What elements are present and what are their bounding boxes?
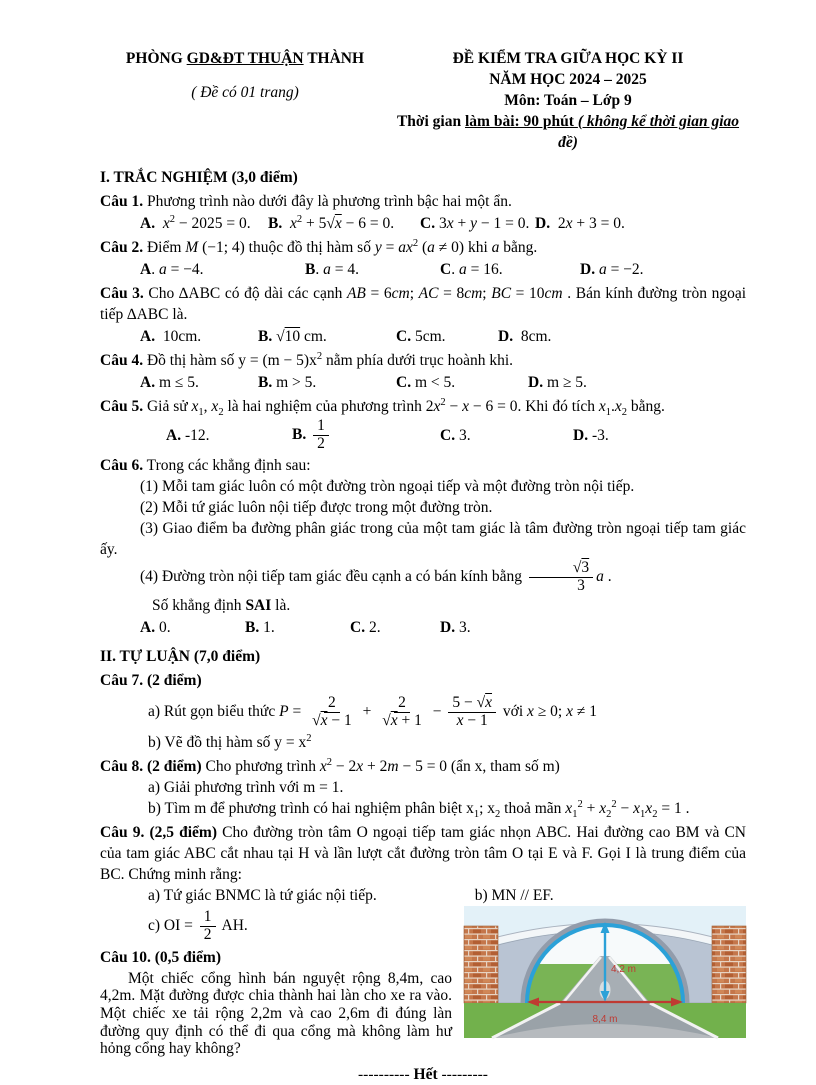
header-right — [390, 48, 746, 153]
right-brick-wall — [712, 926, 746, 1003]
gate-figure — [464, 906, 746, 1057]
question-7-part-b: b) Vẽ đồ thị hàm số $y = x^2$ — [148, 733, 312, 752]
question-5-option-c: C. 3. — [440, 426, 471, 444]
question-6-option-a: A. 0. — [140, 618, 171, 636]
question-5-option-a: A. -12. — [166, 426, 210, 444]
question-6-option-b: B. 1. — [245, 618, 275, 636]
question-4-option-a: A. m ≤ 5. — [140, 374, 199, 391]
question-9-part-a: a) Tứ giác BNMC là tứ giác nội tiếp. — [148, 887, 377, 905]
question-5-option-b: B. $\frac{1}{2}$ — [292, 418, 440, 452]
left-brick-wall — [464, 926, 498, 1003]
question-9-parts-ab — [148, 885, 746, 906]
question-5-option-d: D. -3. — [573, 426, 609, 444]
question-6-option-d: D. 3. — [440, 618, 471, 636]
question-4-stem: Câu 4. Đồ thị hàm số $y = (m - 5)x^2$ nằm phía dưới trục hoành khi. — [100, 350, 514, 369]
question-10-region — [100, 906, 746, 1057]
question-1-option-c: C. 3x + y − 1 = 0. — [420, 215, 530, 232]
question-3-option-a: A. 10cm. — [140, 328, 202, 345]
org-name: PHÒNG GD&ĐT THUẬN THÀNH — [125, 50, 365, 67]
question-2-option-a: A. a = −4. — [140, 261, 204, 278]
question-6-option-c: C. 2. — [350, 618, 381, 636]
question-1-options — [140, 213, 746, 234]
question-3-options — [140, 326, 746, 347]
exam-title: ĐỀ KIỂM TRA GIỮA HỌC KỲ II — [452, 50, 684, 67]
question-4-option-c: C. m < 5. — [396, 374, 456, 391]
question-5-stem: Câu 5. Giả sử $x_1$, $x_2$ là hai nghiệm của phương trình $2x^2 - x - 6 = 0$. Khi đó tích $x_1.x_2$ bằng. — [100, 396, 665, 419]
question-3-option-b: B. √10 cm. — [258, 328, 327, 345]
school-year: NĂM HỌC 2024 – 2025 — [489, 71, 647, 88]
question-8-part-b: b) Tìm m để phương trình có hai nghiệm phân biệt $x_1$; $x_2$ thoả mãn $x_1^2 + x_2^2 - x_1x_2 = 1$ . — [148, 799, 690, 821]
question-10-text-column — [100, 906, 452, 1057]
question-6-statement-1: (1) Mỗi tam giác luôn có một đường tròn ngoại tiếp và một đường tròn nội tiếp. — [140, 478, 635, 496]
question-9-part-c: c) OI = $\frac{1}{2}$ AH. — [148, 908, 248, 944]
question-4-option-d: D. m ≥ 5. — [528, 374, 587, 391]
question-10-head: Câu 10. (0,5 điểm) — [100, 948, 221, 966]
question-8-head: Câu 8. (2 điểm) Cho phương trình $x^2 - 2x + 2m - 5 = 0$ (ẩn x, tham số m) — [100, 757, 560, 776]
question-3-option-c: C. 5cm. — [396, 328, 446, 345]
question-7-part-a: a) Rút gọn biểu thức P = $\frac{2}{√x - 1}$ + $\frac{2}{√x + 1}$ − $\frac{5 - √x}{x - 1}$ với x ≥ 0; x ≠ 1 — [148, 693, 598, 729]
end-marker: ---------- Hết --------- — [358, 1065, 488, 1083]
question-2-options — [140, 259, 746, 280]
question-9-head: Câu 9. (2,5 điểm) Cho đường tròn tâm O ngoại tiếp tam giác nhọn ABC. Hai đường cao BM và CN của tam giác ABC cắt nhau tại H và lần lượt cắt đường tròn tâm O tại E và F. Gọi I là trung điểm của BC. Chứng minh rằng: — [100, 824, 746, 884]
header — [100, 48, 746, 153]
question-10-body: Một chiếc cổng hình bán nguyệt rộng 8,4m, cao 4,2m. Mặt đường được chia thành hai làn cho xe ra vào. Một chiếc xe tải rộng 2,2m và cao 2,6m đi đúng làn đường quy định có thể đi qua cổng mà không làm hư hỏng cổng hay không? — [100, 969, 452, 1058]
question-1-option-b: B. $x^2 + 5√x - 6 = 0$. — [268, 213, 395, 232]
question-8-part-a: a) Giải phương trình với m = 1. — [148, 779, 344, 797]
question-6-note: Số khẳng định SAI là. — [152, 596, 291, 614]
question-3-option-d: D. 8cm. — [498, 328, 552, 345]
height-label: 4,2 m — [611, 964, 637, 976]
section1-title: I. TRẮC NGHIỆM (3,0 điểm) — [100, 169, 298, 186]
question-2-stem: Câu 2. Điểm M (−1; 4) thuộc đồ thị hàm số $y = ax^2$ (a ≠ 0) khi a bằng. — [100, 237, 538, 256]
question-3-stem: Câu 3. Cho ∆ABC có độ dài các cạnh AB = 6cm; AC = 8cm; BC = 10cm . Bán kính đường tròn ngoại tiếp ∆ABC là. — [100, 285, 747, 323]
question-6-statement-3: (3) Giao điểm ba đường phân giác trong của một tam giác là tâm đường tròn ngoại tiếp tam giác ấy. — [100, 520, 746, 559]
question-6-statement-4: (4) Đường tròn nội tiếp tam giác đều cạnh a có bán kính bằng $\frac{√3}{3}$ a . — [140, 559, 612, 595]
question-1-stem: Câu 1. Phương trình nào dưới đây là phương trình bậc hai một ẩn. — [100, 193, 512, 210]
question-1-option-d: D. 2x + 3 = 0. — [535, 215, 625, 232]
question-1-option-a: A. $x^2 - 2025 = 0$. — [140, 213, 251, 232]
time-limit: Thời gian làm bài: 90 phút ( không kể thời gian giao đề) — [396, 113, 740, 151]
question-4-options — [140, 372, 746, 393]
gate-figure-svg — [464, 906, 746, 1038]
question-7-head: Câu 7. (2 điểm) — [100, 671, 202, 689]
question-5-options — [166, 418, 746, 452]
width-label: 8,4 m — [592, 1014, 618, 1026]
page-count-note: ( Đề có 01 trang) — [191, 84, 299, 101]
question-6-statement-2: (2) Mỗi tứ giác luôn nội tiếp được trong một đường tròn. — [140, 499, 493, 517]
question-2-option-b: B. a = 4. — [305, 261, 359, 278]
question-6-options — [140, 617, 746, 638]
header-left — [100, 48, 390, 153]
section2-title: II. TỰ LUẬN (7,0 điểm) — [100, 647, 261, 665]
question-2-option-d: D. a = −2. — [580, 261, 644, 278]
question-4-option-b: B. m > 5. — [258, 374, 317, 391]
question-2-option-c: C. a = 16. — [440, 261, 503, 278]
question-9-part-b: b) MN // EF. — [474, 887, 554, 905]
subject-grade: Môn: Toán – Lớp 9 — [504, 92, 632, 109]
question-6-stem: Câu 6. Trong các khẳng định sau: — [100, 457, 311, 475]
